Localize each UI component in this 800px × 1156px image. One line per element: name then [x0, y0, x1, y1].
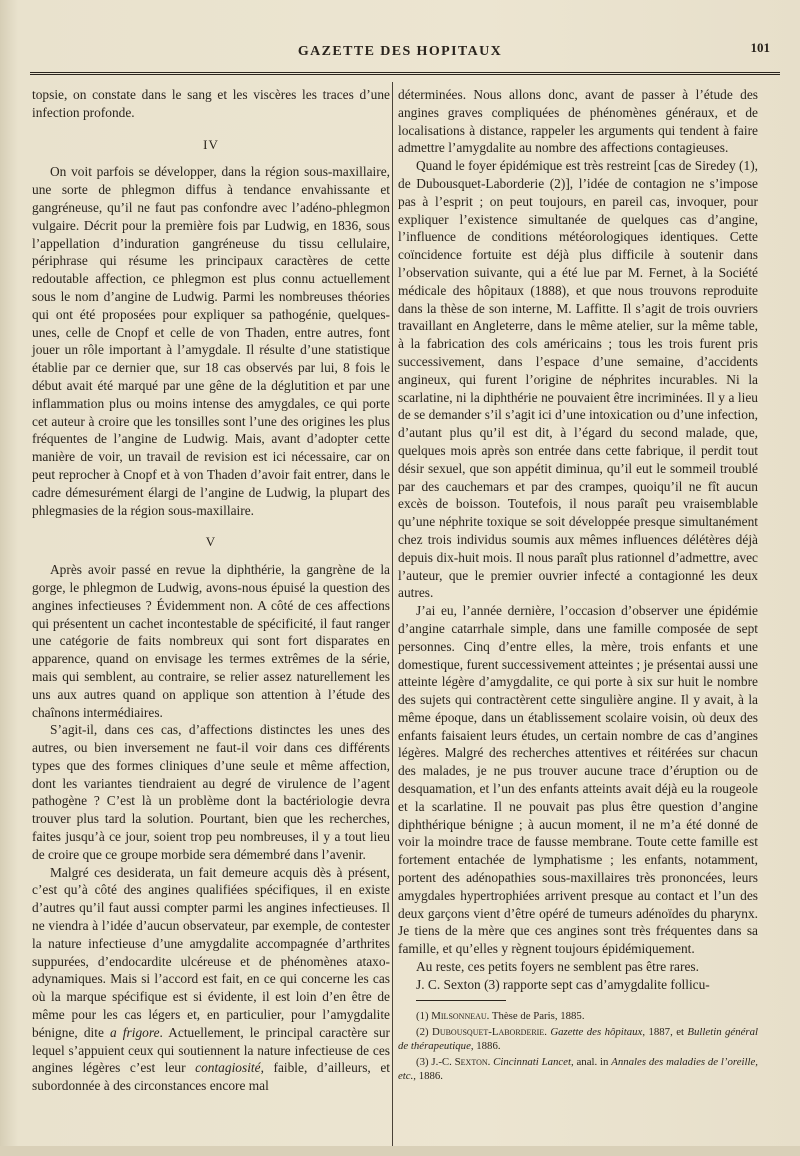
paragraph-formes-cliniques: S’agit-il, dans ces cas, d’affections distinctes les unes des autres, ou bien inversement ne faut-il voir dans ces différents types que des formes cliniques d’une seule et même affection, dont les variantes tiendraient au degré de virulence de l’agent pathogène ? C’est là un problème dont la bactériologie devra trouver plus tard la solution. Pourtant, bien que les recherches, faites jusqu’à ce jour, soient trop peu nombreuses, il y a tout lieu de croire que ce groupe morbide sera démembré dans l’avenir.	[32, 722, 390, 862]
paragraph-intro: topsie, on constate dans le sang et les viscères les traces d’une infection profonde.	[32, 87, 390, 120]
footnote-rule	[416, 1000, 506, 1001]
paragraph-foyer-epidemique: Quand le foyer épidémique est très restreint [cas de Siredey (1), de Dubousquet-Laborderie (2)], l’idée de contagion ne s’impose pas à l’esprit ; on peut toujours, en pareil cas, invoquer, pour expliquer l’existence simultanée de quelques cas d’angine, l’influence de conditions météorologiques identiques. Cette coïncidence fortuite est déjà plus difficile à soutenir dans l’observation suivante, qui a été lue par M. Fernet, à la Société médicale des hôpitaux (1888), et que nous trouvons reproduite dans la thèse de son interne, M. Laffitte. Il s’agit de trois ouvriers travaillant en Angleterre, dans le même atelier, sur la même table, à la fabrication des cols américains ; tous les trois furent pris successivement, dans l’espace d’une semaine, d’accidents angineux, qui furent l’origine de néphrites incurables. Ni la scarlatine, ni la diphthérie ne pouvaient être incriminées. Il y a lieu de se demander s’il s’agit ici d’une intoxication ou d’une infection, d’autant plus qu’il est dit, à l’égard du second malade, que, quelques mois après son entrée dans cette fabrique, il perdit tout désir sexuel, que son appétit diminua, qu’il eut le sommeil troublé par des cauchemars et par des crampes, quoiqu’il ne fît aucun excès de boisson. Toutefois, il nous paraît peu vraisemblable qu’une néphrite toxique se soit développée presque simultanément chez trois individus soumis aux mêmes influences délétères déjà depuis dix-huit mois. Il nous paraît plus rationnel d’admettre, avec l’auteur, que le premier ouvrier infecté a contagionné les deux autres.	[398, 158, 758, 601]
journal-name: Bulletin général de thérapeutique	[398, 1025, 758, 1052]
page-number: 101	[750, 40, 770, 55]
paragraph-epidemie-famille: J’ai eu, l’année dernière, l’occasion d’observer une épidémie d’angine catarrhale simple, dans une famille composée de sept personnes. Cinq d’entre elles, la mère, trois enfants et une domestique, furent successivement atteintes ; je présentai aussi une atteinte légère d’amygdalite, ce qui porte à six sur huit le nombre des sujets qui contractèrent cette singulière angine. Il y avait, à la même époque, dans un établissement scolaire voisin, où deux des enfants faisaient leurs études, un certain nombre de cas d’angines légères. Malgré des recherches attentives et réitérées sur chacun des malades, je ne pus trouver aucune trace d’éruption ou de desquamation, et l’un des enfants atteints avait déjà eu la rougeole et la scarlatine. Il ne pouvait pas plus être question d’angine diphthérique bénigne ; à aucun moment, il ne m’a été donné de voir la moindre trace de fausse membrane. Toute cette famille est fortement entachée de lymphatisme ; les enfants, notamment, portent des adénopathies sous-maxillaires très prononcées, leurs amygdales hypertrophiées arrivent presque au contact et l’un des deux garçons vient d’être opéré de tumeurs adénoïdes du pharynx. Je tiens de la mère que ces angines sont très fréquentes dans sa famille, et qu’elles y règnent toujours épidémiquement.	[398, 603, 758, 957]
journal-name: Gazette des hôpitaux	[550, 1025, 643, 1038]
author-name: Sexton	[454, 1055, 488, 1068]
section-heading-iv: IV	[203, 136, 219, 152]
text-run: . Actuellement, le principal caractère sur lequel s’appuient ceux qui soutiennent la nature infectieuse de ces angines légères c’est leur	[32, 1024, 391, 1076]
text-run: (2)	[416, 1025, 433, 1038]
paragraph-petits-foyers: Au reste, ces petits foyers ne semblent pas être rares.	[416, 959, 699, 975]
text-run: , 1887, et	[642, 1025, 688, 1038]
author-name: Milsonneau	[431, 1009, 487, 1022]
paragraph-desiderata	[32, 864, 390, 1095]
emphasis-a-frigore: a frigore	[110, 1024, 160, 1040]
column-divider	[392, 82, 393, 1156]
journal-title: GAZETTE DES HOPITAUX	[297, 44, 503, 59]
right-column	[398, 86, 758, 1085]
paragraph-sexton: J. C. Sexton (3) rapporte sept cas d’amygdalite follicu-	[416, 976, 710, 992]
paragraph-continuation: déterminées. Nous allons donc, avant de passer à l’étude des angines graves compliquées de phénomènes généraux, et de localisations à distance, rappeler les arguments qui tendent à faire admettre l’amygdalite au nombre des affections contagieuses.	[398, 87, 758, 156]
page-bottom-edge	[0, 1146, 800, 1156]
text-run: . Thèse de Paris, 1885.	[486, 1009, 585, 1022]
footnotes	[398, 1009, 758, 1083]
author-name: Dubousquet-Laborderie	[432, 1025, 545, 1038]
text-run: (3) J.-C.	[416, 1055, 455, 1068]
text-run: .	[544, 1025, 551, 1038]
text-run: (1)	[416, 1009, 432, 1022]
text-run: .	[487, 1055, 494, 1068]
paragraph-ludwig: On voit parfois se développer, dans la région sous-maxillaire, une sorte de phlegmon diffus à tendance envahissante et gangréneuse, qu’il ne faut pas confondre avec l’adéno-phlegmon vulgaire. Décrit pour la première fois par Ludwig, en 1836, sous l’appellation d’induration gangréneuse du tissu cellulaire, périphrase qui résume les principaux caractères de cette redoutable affection, ce phlegmon est plus connu actuellement sous le nom d’angine de Ludwig. Parmi les nombreuses théories qui ont été proposées pour expliquer sa pathogénie, quelques-unes, celle de Cnopf et celle de von Thaden, entre autres, font jouer un rôle important à l’amygdale. Il résulte d’une statistique établie par ce dernier que, sur 18 cas observés par lui, 8 fois le début avait été marqué par une gêne de la déglutition et par une inflammation plus ou moins intense des amygdales, ce qui porte cet auteur à croire que les tonsilles sont l’une des origines les plus fréquentes de l’angine de Ludwig. Mais, avant d’adopter cette manière de voir, un travail de revision est ici nécessaire, car on peut reprocher à Cnopf et à von Thaden d’avoir fait entrer, dans le cadre démesurément élargi de l’angine de Ludwig, la plupart des phlegmasies de la région sous-maxillaire.	[32, 164, 390, 518]
text-run: , anal. in	[570, 1055, 612, 1068]
paragraph-angines-infectieuses: Après avoir passé en revue la diphthérie, la gangrène de la gorge, le phlegmon de Ludwig, avons-nous épuisé la question des angines infectieuses ? Évidemment non. A côté de ces affections qui présentent un cachet incontestable de spécificité, il faut ranger une catégorie de faits nombreux qui sont fort disparates en apparence, quand on envisage les termes extrêmes de la série, mais qui semblent, au contraire, se relier assez naturellement les uns aux autres quand on applique son attention à l’étude des chaînons intermédiaires.	[32, 562, 390, 720]
running-header	[30, 40, 770, 64]
text-run: , 1886.	[470, 1039, 501, 1052]
section-heading-v: V	[205, 534, 217, 550]
header-rule	[30, 72, 780, 75]
text-run: , faible, d’ailleurs, et subordonnée à des circonstances encore mal	[32, 1060, 390, 1094]
left-column	[32, 86, 390, 1095]
journal-name: Cincinnati Lancet	[493, 1055, 571, 1068]
footnote-3	[398, 1055, 758, 1083]
text-run: , 1886.	[413, 1069, 443, 1082]
footnote-2	[398, 1025, 758, 1053]
footnote-1	[398, 1009, 758, 1023]
text-run: Malgré ces desiderata, un fait demeure acquis dès à présent, c’est qu’à côté des angines qualifiées spécifiques, il en existe d’autres qu’il faut aussi compter parmi les angines infectieuses. Il ne viendra à l’idée d’aucun observateur, par exemple, de contester la nature infectieuse d’une amygdalite accompagnée d’arthrites suppurées, d’endocardite ulcéreuse et de phénomènes ataxo-adynamiques. Mais si l’accord est fait, en ce qui concerne les cas où la marque spécifique est si évidente, il est loin d’en être de même pour les cas légers et, en particulier, pour l’amygdalite bénigne, dite	[32, 864, 390, 1040]
journal-name: Annales des maladies de l’oreille, etc.	[398, 1055, 758, 1082]
emphasis-contagiosite: contagiosité	[195, 1060, 261, 1076]
